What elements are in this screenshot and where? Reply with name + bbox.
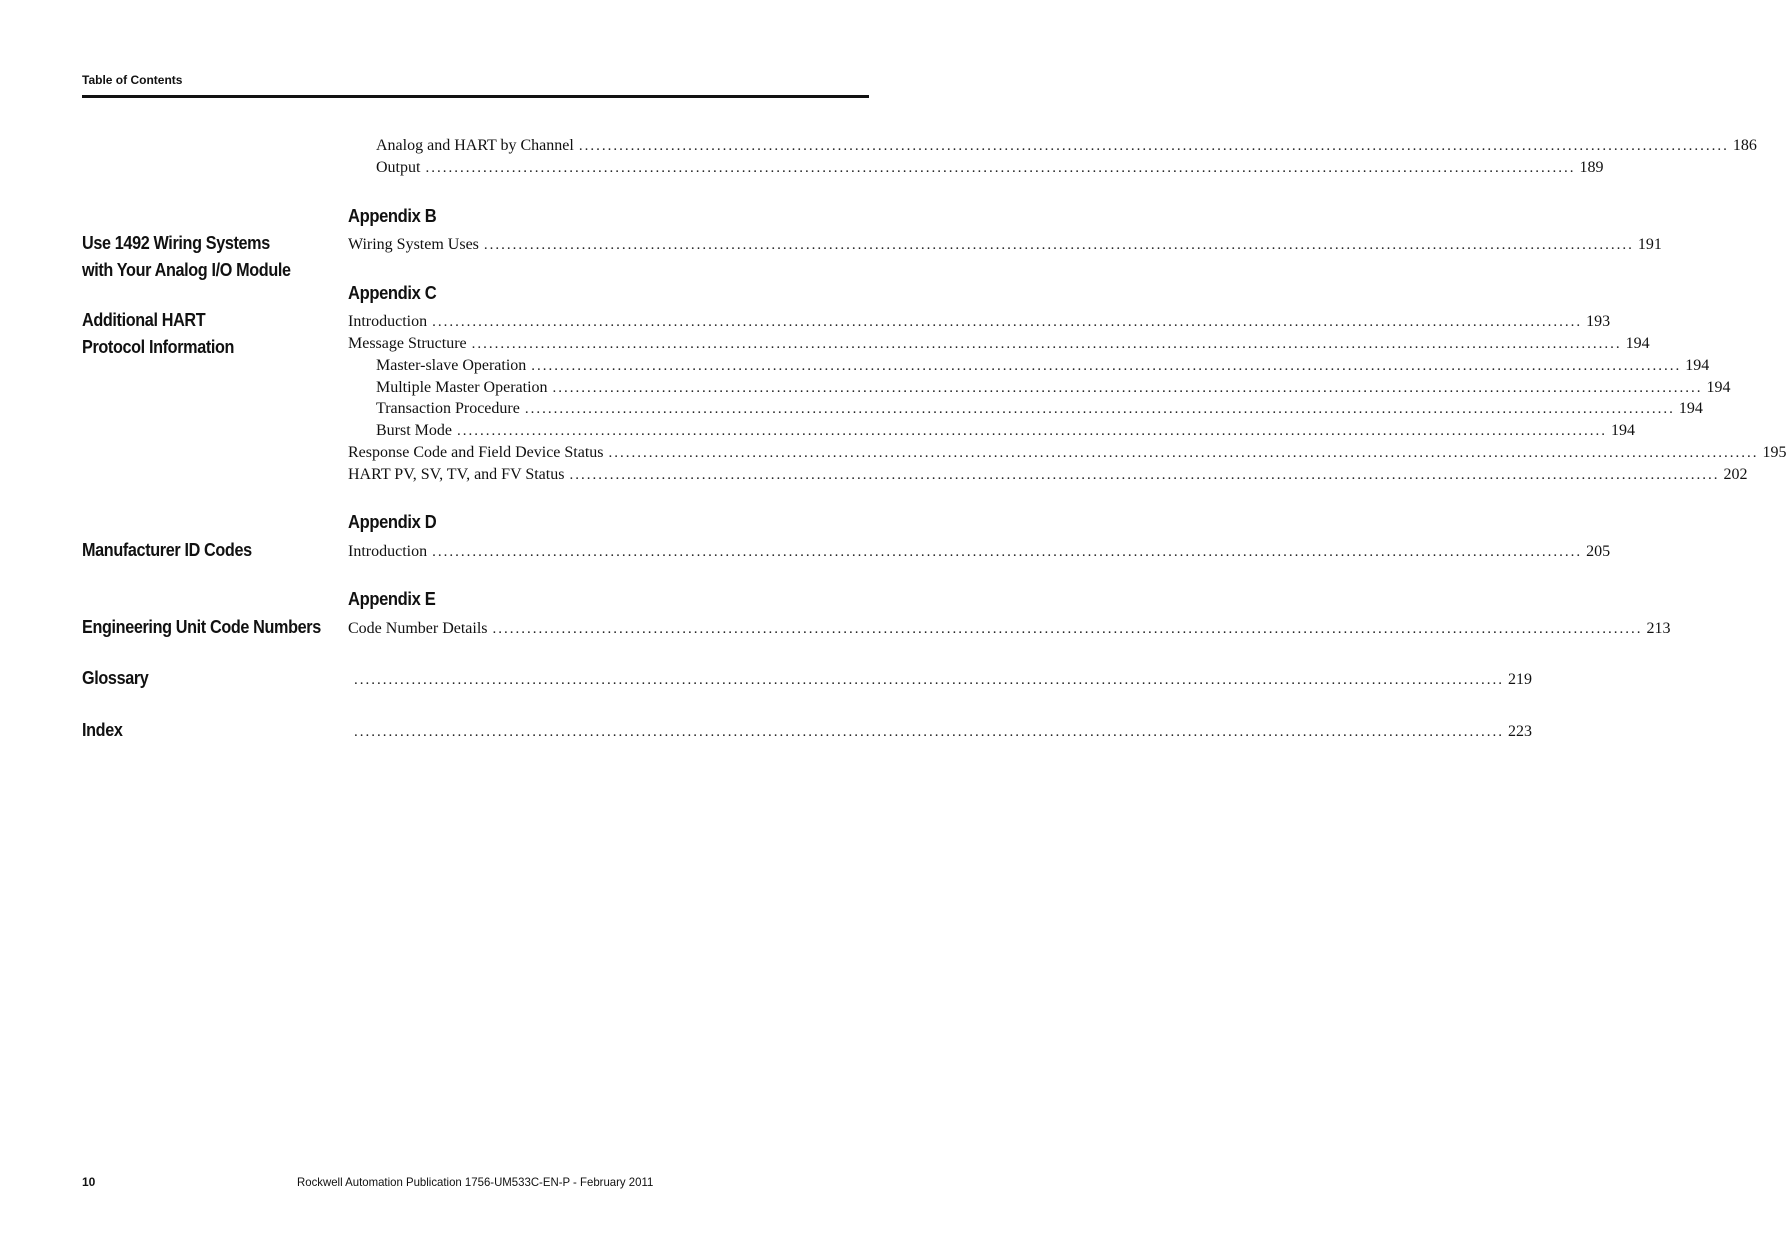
toc-entry-title: Burst Mode xyxy=(376,422,452,439)
toc-entry-title: Multiple Master Operation xyxy=(376,379,548,396)
toc-entry[interactable] xyxy=(376,157,1604,179)
section-title-appendix-e: Engineering Unit Code Numbers xyxy=(82,617,321,637)
dot-leader: ........................................................................................................................................................................................................ xyxy=(425,160,1576,176)
dot-leader: ........................................................................................................................................................................................................ xyxy=(483,237,1634,253)
toc-entry-title: HART PV, SV, TV, and FV Status xyxy=(348,466,565,483)
toc-entry[interactable] xyxy=(348,464,1748,486)
toc-entry-page: 194 xyxy=(1685,357,1710,374)
toc-entry[interactable] xyxy=(348,333,1650,355)
toc-entry-page: 202 xyxy=(1723,466,1748,483)
toc-entry-title: Code Number Details xyxy=(348,620,488,637)
toc-entry-title: Master-slave Operation xyxy=(376,357,527,374)
toc-entry[interactable] xyxy=(376,377,1731,399)
toc-entry[interactable] xyxy=(348,234,1662,256)
toc-entry-title: Wiring System Uses xyxy=(348,236,479,253)
dot-leader: ........................................................................................................................................................................................................ xyxy=(354,724,1504,740)
appendix-c-label: Appendix C xyxy=(348,283,437,303)
appendix-b-label: Appendix B xyxy=(348,206,437,226)
toc-entry-page: 194 xyxy=(1706,379,1731,396)
dot-leader: ........................................................................................................................................................................................................ xyxy=(492,621,1643,637)
toc-entry-page: 194 xyxy=(1678,400,1703,417)
dot-leader: ........................................................................................................................................................................................................ xyxy=(457,423,1607,439)
toc-entry-page: 205 xyxy=(1586,543,1611,560)
running-header: Table of Contents xyxy=(82,73,183,87)
toc-entry-title: Introduction xyxy=(348,543,428,560)
section-title-appendix-c: Additional HART Protocol Information xyxy=(82,310,235,357)
section-title-glossary: Glossary xyxy=(82,668,149,688)
dot-leader: ........................................................................................................................................................................................................ xyxy=(578,138,1729,154)
dot-leader: ........................................................................................................................................................................................................ xyxy=(471,336,1622,352)
toc-entry-index[interactable] xyxy=(354,721,1532,743)
toc-entry[interactable] xyxy=(376,420,1635,442)
toc-entry[interactable] xyxy=(376,355,1710,377)
appendix-d-label: Appendix D xyxy=(348,512,437,532)
dot-leader: ........................................................................................................................................................................................................ xyxy=(569,467,1720,483)
toc-entry-page: 223 xyxy=(1508,723,1532,740)
section-title-index: Index xyxy=(82,720,123,740)
dot-leader: ........................................................................................................................................................................................................ xyxy=(354,672,1504,688)
toc-entry-page: 213 xyxy=(1646,620,1671,637)
toc-entry-title: Response Code and Field Device Status xyxy=(348,444,604,461)
dot-leader: ........................................................................................................................................................................................................ xyxy=(432,314,1583,330)
toc-entry-page: 194 xyxy=(1611,422,1635,439)
toc-entry-title: Introduction xyxy=(348,313,428,330)
publication-info: Rockwell Automation Publication 1756-UM533C-EN-P - February 2011 xyxy=(297,1175,654,1189)
toc-entry[interactable] xyxy=(348,442,1787,464)
section-title-appendix-b: Use 1492 Wiring Systems with Your Analog I/O Module xyxy=(82,233,291,280)
toc-entry-glossary[interactable] xyxy=(354,669,1532,691)
toc-entry-page: 194 xyxy=(1625,335,1650,352)
toc-entry[interactable] xyxy=(348,618,1671,640)
section-title-appendix-d: Manufacturer ID Codes xyxy=(82,540,252,560)
toc-entry-page: 191 xyxy=(1637,236,1662,253)
toc-entry[interactable] xyxy=(376,398,1703,420)
toc-entry[interactable] xyxy=(348,541,1611,563)
toc-entry-title: Message Structure xyxy=(348,335,467,352)
dot-leader: ........................................................................................................................................................................................................ xyxy=(531,358,1682,374)
toc-entry-page: 186 xyxy=(1732,137,1757,154)
dot-leader: ........................................................................................................................................................................................................ xyxy=(432,544,1583,560)
dot-leader: ........................................................................................................................................................................................................ xyxy=(524,401,1675,417)
header-rule xyxy=(82,95,869,98)
toc-entry-page: 193 xyxy=(1586,313,1611,330)
dot-leader: ........................................................................................................................................................................................................ xyxy=(608,445,1759,461)
toc-entry-title: Transaction Procedure xyxy=(376,400,520,417)
dot-leader: ........................................................................................................................................................................................................ xyxy=(552,380,1703,396)
toc-entry-title: Output xyxy=(376,159,421,176)
toc-entry-title: Analog and HART by Channel xyxy=(376,137,574,154)
toc-entry-page: 189 xyxy=(1579,159,1604,176)
toc-entry-page: 219 xyxy=(1508,671,1532,688)
appendix-e-label: Appendix E xyxy=(348,589,436,609)
toc-entry[interactable] xyxy=(348,311,1611,333)
page-number: 10 xyxy=(82,1175,96,1189)
toc-entry-page: 195 xyxy=(1762,444,1787,461)
toc-entry[interactable] xyxy=(376,135,1757,157)
